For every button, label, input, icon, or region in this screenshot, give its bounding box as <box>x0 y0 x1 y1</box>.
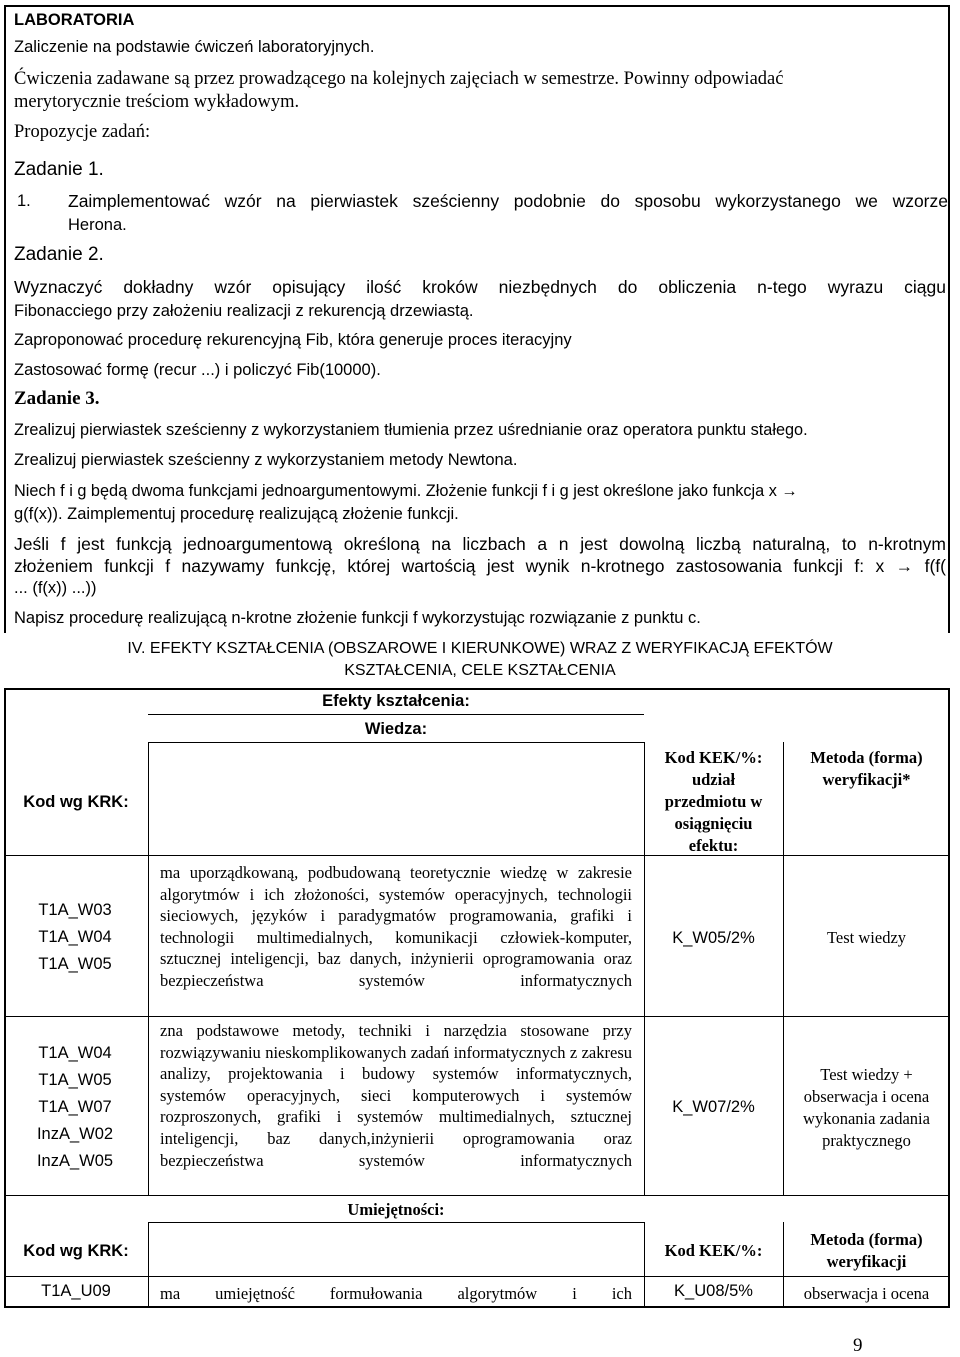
row-2-metoda-line-3: wykonania zadania <box>803 1109 930 1128</box>
zadanie-3-e: Napisz procedurę realizującą n-krotne złożenie funkcji f wykorzystując rozwiązanie z punktu c. <box>14 609 701 627</box>
zadanie-1-text-a: Zaimplementować wzór na pierwiastek sześcienny podobnie do sposobu wykorzystanego we wzorze <box>68 191 948 211</box>
row-2-codes <box>4 1040 146 1175</box>
lab-line-2a: Ćwiczenia zadawane są przez prowadzącego na kolejnych zajęciach w semestrze. Powinny odpowiadać <box>14 69 784 89</box>
kod-krk-header: Kod wg KRK: <box>23 793 129 811</box>
zadanie-2-title: Zadanie 2. <box>14 244 104 265</box>
section-title-line-1: IV. EFEKTY KSZTAŁCENIA (OBSZAROWE I KIERUNKOWE) WRAZ Z WERYFIKACJĄ EFEKTÓW <box>127 640 833 657</box>
zadanie-2-a2: Fibonacciego przy założeniu realizacji z rekurencją drzewiastą. <box>14 302 474 320</box>
col-rule-1a <box>148 742 149 1196</box>
row-1-kek: K_W05/2% <box>672 929 755 947</box>
row-2-code-3: T1A_W07 <box>38 1098 112 1116</box>
row-2-code-1: T1A_W04 <box>38 1044 112 1062</box>
last-row-kek: K_U08/5% <box>674 1282 753 1300</box>
zadanie-3-c1: Niech f i g będą dwoma funkcjami jednoargumentowymi. Złożenie funkcji f i g jest określone jako funkcja x → <box>14 482 798 500</box>
row-1-description: ma uporządkowaną, podbudowaną teoretycznie wiedzę w zakresie algorytmów i ich złożoności, systemów operacyjnych, technologii sieciowych, języków i paradygmatów programowania, grafiki i technologii multimedialnych, komunikacji człowiek-komputer, sztucznej inteligencji, baz danych, inżynierii oprogramowania oraz bezpieczeństwa systemów informatycznych <box>160 863 632 990</box>
kod-kek-header <box>644 747 783 857</box>
last-row-description: ma umiejętność formułowania algorytmów i ich <box>160 1284 632 1303</box>
lab-line-1: Zaliczenie na podstawie ćwiczeń laboratoryjnych. <box>14 38 375 56</box>
metoda-line-2: weryfikacji* <box>822 770 911 789</box>
zadanie-3-d1: Jeśli f jest funkcją jednoargumentową określoną na liczbach a n jest dowolną liczbą naturalną, to n-krotnym <box>14 534 946 554</box>
row-1-code-1: T1A_W03 <box>38 901 112 919</box>
section-title-line-2: KSZTAŁCENIA, CELE KSZTAŁCENIA <box>344 662 616 679</box>
row-2-code-4: InzA_W02 <box>36 1125 114 1143</box>
kod-kek-line-5: efektu: <box>688 836 739 855</box>
rule-efekty <box>148 714 644 715</box>
last-row-code: T1A_U09 <box>41 1282 111 1300</box>
rule-row-1 <box>4 1016 950 1017</box>
zadanie-3-d3: ... (f(x)) ...)) <box>14 579 97 597</box>
zadanie-2-b: Zaproponować procedurę rekurencyjną Fib, która generuje proces iteracyjny <box>14 331 572 349</box>
lab-line-2b: merytorycznie treściom wykładowym. <box>14 92 300 112</box>
metoda-line-1: Metoda (forma) <box>810 748 923 767</box>
rule-row-2 <box>4 1195 950 1196</box>
zadanie-2-c: Zastosować formę (recur ...) i policzyć Fib(10000). <box>14 361 381 379</box>
zadanie-3-b: Zrealizuj pierwiastek sześcienny z wykorzystaniem metody Newtona. <box>14 451 518 469</box>
zadanie-3-d2: złożeniem funkcji f nazywamy funkcję, której wartością jest wynik n-krotnego zastosowania funkcji f: x → f(f( <box>14 556 946 576</box>
zadanie-1-text-b: Herona. <box>68 216 127 234</box>
zadanie-1-title: Zadanie 1. <box>14 159 104 180</box>
row-1-codes <box>4 897 146 978</box>
row-2-metoda-line-1: Test wiedzy + <box>820 1065 913 1084</box>
lab-title: LABORATORIA <box>14 11 135 29</box>
col-rule-1b <box>148 1222 149 1308</box>
rule-header-bottom <box>4 855 950 856</box>
efekty-header: Efekty kształcenia: <box>322 692 470 710</box>
page-number: 9 <box>853 1335 863 1356</box>
zadanie-2-a1: Wyznaczyć dokładny wzór opisujący ilość kroków niezbędnych do obliczenia n-tego wyrazu ciągu <box>14 277 946 297</box>
row-2-code-5: InzA_W05 <box>36 1152 114 1170</box>
metoda2-line-1: Metoda (forma) <box>810 1230 923 1249</box>
row-1-code-3: T1A_W05 <box>38 955 112 973</box>
row-2-kek: K_W07/2% <box>672 1098 755 1116</box>
kod-kek-line-1: Kod KEK/%: <box>664 748 763 767</box>
metoda2-line-2: weryfikacji <box>826 1252 907 1271</box>
rule-wiedza <box>148 742 644 743</box>
kod-kek-line-3: przedmiotu w <box>664 792 763 811</box>
umiejetnosci-header: Umiejętności: <box>347 1200 445 1219</box>
wiedza-header: Wiedza: <box>364 720 428 738</box>
zadanie-3-title: Zadanie 3. <box>14 388 100 409</box>
row-2-code-2: T1A_W05 <box>38 1071 112 1089</box>
zadanie-3-c2: g(f(x)). Zaimplementuj procedurę realizującą złożenie funkcji. <box>14 505 459 523</box>
last-row-metoda: obserwacja i ocena <box>803 1284 930 1303</box>
kod-krk-header-2: Kod wg KRK: <box>23 1242 129 1260</box>
row-1-metoda: Test wiedzy <box>826 928 907 947</box>
proposals-label: Propozycje zadań: <box>14 122 151 142</box>
kod-kek-header-2: Kod KEK/%: <box>664 1241 763 1260</box>
rule-umiejetnosci <box>148 1222 644 1223</box>
kod-kek-line-4: osiągnięciu <box>674 814 753 833</box>
row-2-metoda-line-4: praktycznego <box>822 1131 911 1150</box>
row-2-description: zna podstawowe metody, techniki i narzędzia stosowane przy rozwiązywaniu nieskomplikowanych zadań informatycznych z zakresu analizy, projektowania i budowy systemów informatycznych, systemów operacyjnych, sieci komputerowych i systemów rozproszonych, grafiki i systemów multimedialnych, sztucznej inteligencji, baz danych,inżynierii oprogramowania oraz bezpieczeństwa systemów informatycznych <box>160 1021 632 1170</box>
row-1-code-2: T1A_W04 <box>38 928 112 946</box>
row-2-metoda <box>783 1064 950 1152</box>
metoda-header <box>783 747 950 791</box>
kod-kek-line-2: udział <box>691 770 736 789</box>
metoda-header-2 <box>783 1229 950 1273</box>
zadanie-3-a: Zrealizuj pierwiastek sześcienny z wykorzystaniem tłumienia przez uśrednianie oraz operatora punktu stałego. <box>14 421 808 439</box>
zadanie-1-number: 1. <box>17 192 31 210</box>
rule-header-2 <box>4 1276 950 1277</box>
row-2-metoda-line-2: obserwacja i ocena <box>803 1087 930 1106</box>
